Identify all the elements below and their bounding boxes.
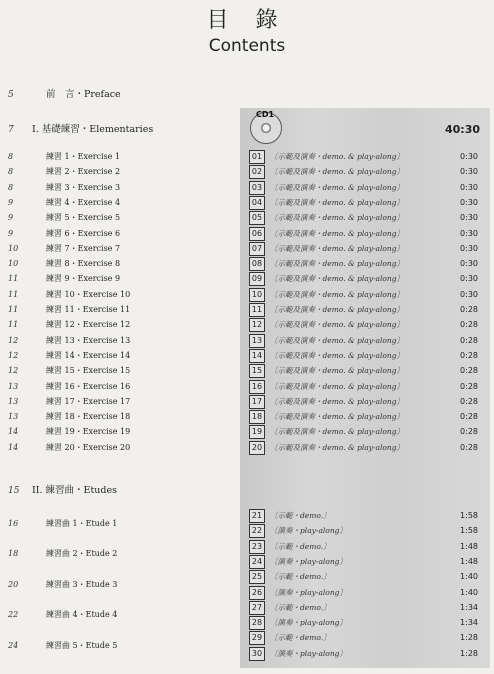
- toc-row-exercise[interactable]: [0, 241, 494, 256]
- track-number[interactable]: 04: [249, 196, 265, 210]
- track-description: 〔示範・demo.〕: [270, 511, 331, 520]
- page-number: 18: [8, 549, 19, 559]
- track-number[interactable]: 28: [249, 616, 265, 630]
- track-number[interactable]: 05: [249, 211, 265, 225]
- toc-row-exercise[interactable]: [0, 409, 494, 424]
- track-duration: 0:28: [460, 305, 478, 314]
- track-duration: 1:58: [460, 526, 478, 536]
- track-number[interactable]: 29: [249, 631, 265, 645]
- page-number: 22: [8, 610, 19, 620]
- track-duration: 0:28: [460, 381, 478, 391]
- toc-row-exercise[interactable]: [0, 180, 494, 195]
- track-description: 〔示範及演奏・demo. & play-along〕: [270, 366, 405, 376]
- etude-label: 練習曲 3・Etude 3: [46, 579, 118, 589]
- track-duration: 0:30: [460, 259, 478, 269]
- track-duration: 1:40: [460, 572, 478, 582]
- section-title: II. 練習曲・Etudes: [32, 485, 117, 496]
- track-description: 〔示範及演奏・demo. & play-along〕: [270, 259, 405, 269]
- etude-label: 練習曲 1・Etude 1: [46, 518, 118, 528]
- track-description: 〔演奏・play-along〕: [270, 526, 347, 536]
- exercise-label: 練習 9・Exercise 9: [46, 274, 121, 284]
- track-description: 〔示範及演奏・demo. & play-along〕: [270, 381, 405, 391]
- track-duration: 0:28: [460, 335, 478, 345]
- track-number[interactable]: 25: [249, 570, 265, 584]
- track-duration: 0:28: [460, 442, 478, 452]
- exercise-label: 練習 18・Exercise 18: [46, 412, 131, 422]
- page-number: 11: [8, 320, 19, 330]
- toc-row-exercise[interactable]: [0, 363, 494, 378]
- track-number[interactable]: 19: [249, 425, 265, 439]
- track-number[interactable]: 20: [249, 441, 265, 455]
- track-duration: 0:28: [460, 412, 478, 422]
- toc-entry-etude[interactable]: [0, 638, 230, 653]
- track-description: 〔演奏・play-along〕: [270, 556, 347, 566]
- track-description: 〔示範及演奏・demo. & play-along〕: [270, 412, 405, 422]
- track-duration: 0:30: [460, 213, 478, 223]
- page-number: 24: [8, 640, 19, 650]
- track-number[interactable]: 10: [249, 288, 265, 302]
- exercise-label: 練習 15・Exercise 15: [46, 366, 131, 376]
- track-duration: 0:28: [460, 320, 478, 330]
- page-number: 8: [8, 152, 14, 161]
- exercise-label: 練習 6・Exercise 6: [46, 228, 121, 238]
- track-number[interactable]: 22: [249, 524, 265, 538]
- exercise-label: 練習 7・Exercise 7: [46, 243, 121, 253]
- toc-row-exercise[interactable]: [0, 317, 494, 332]
- exercise-label: 練習 11・Exercise 11: [46, 305, 131, 314]
- track-description: 〔示範及演奏・demo. & play-along〕: [270, 396, 405, 406]
- page-number: 12: [8, 335, 19, 345]
- track-duration: 0:30: [460, 197, 478, 207]
- toc-entry-preface[interactable]: [0, 86, 494, 104]
- track-duration: 0:30: [460, 243, 478, 253]
- track-description: 〔示範及演奏・demo. & play-along〕: [270, 243, 405, 253]
- track-description: 〔示範及演奏・demo. & play-along〕: [270, 213, 405, 223]
- track-description: 〔示範及演奏・demo. & play-along〕: [270, 305, 405, 314]
- track-number[interactable]: 13: [249, 334, 265, 348]
- track-description: 〔示範・demo.〕: [270, 541, 331, 551]
- page-number: 20: [8, 579, 19, 589]
- track-number[interactable]: 24: [249, 555, 265, 569]
- track-description: 〔示範及演奏・demo. & play-along〕: [270, 289, 405, 299]
- toc-row-exercise[interactable]: [0, 348, 494, 363]
- toc-entry-etude[interactable]: [0, 607, 230, 622]
- toc-row-exercise[interactable]: [0, 333, 494, 348]
- track-description: 〔示範及演奏・demo. & play-along〕: [270, 350, 405, 360]
- track-number[interactable]: 02: [249, 165, 265, 179]
- contents-header: [0, 8, 494, 56]
- track-description: 〔示範及演奏・demo. & play-along〕: [270, 427, 405, 437]
- track-number[interactable]: 07: [249, 242, 265, 256]
- page-number: 7: [8, 125, 14, 135]
- track-description: 〔示範及演奏・demo. & play-along〕: [270, 228, 405, 238]
- track-description: 〔示範・demo.〕: [270, 633, 331, 643]
- toc-row-exercise[interactable]: [0, 440, 494, 455]
- track-description: 〔示範・demo.〕: [270, 602, 331, 612]
- exercise-label: 練習 14・Exercise 14: [46, 350, 131, 360]
- track-description: 〔示範及演奏・demo. & play-along〕: [270, 335, 405, 345]
- toc-row-exercise[interactable]: [0, 195, 494, 210]
- track-duration: 1:58: [460, 511, 478, 520]
- page-number: 11: [8, 274, 19, 284]
- page-number: 13: [8, 396, 19, 406]
- toc-row-exercise[interactable]: [0, 256, 494, 271]
- track-number[interactable]: 26: [249, 586, 265, 600]
- track-number[interactable]: 27: [249, 601, 265, 615]
- track-duration: 1:48: [460, 556, 478, 566]
- track-number[interactable]: 23: [249, 540, 265, 554]
- exercise-label: 練習 16・Exercise 16: [46, 381, 131, 391]
- track-duration: 0:30: [460, 152, 478, 161]
- track-description: 〔示範及演奏・demo. & play-along〕: [270, 442, 405, 452]
- toc-row-exercise[interactable]: [0, 226, 494, 241]
- track-number[interactable]: 11: [249, 303, 265, 317]
- track-duration: 0:30: [460, 228, 478, 238]
- track-number[interactable]: 21: [249, 509, 265, 523]
- track-duration: 0:28: [460, 366, 478, 376]
- toc-entry-etude[interactable]: [0, 516, 230, 531]
- track-number[interactable]: 15: [249, 364, 265, 378]
- track-duration: 0:28: [460, 396, 478, 406]
- track-number[interactable]: 30: [249, 647, 265, 661]
- track-description: 〔示範及演奏・demo. & play-along〕: [270, 320, 405, 330]
- page-number: 9: [8, 228, 14, 238]
- track-duration: 1:34: [460, 618, 478, 628]
- page-number: 14: [8, 427, 19, 437]
- page-number: 14: [8, 442, 19, 452]
- page-number: 5: [8, 90, 14, 100]
- track-number[interactable]: 01: [249, 150, 265, 164]
- exercise-label: 練習 20・Exercise 20: [46, 442, 131, 452]
- track-duration: 0:30: [460, 167, 478, 177]
- track-number[interactable]: 06: [249, 227, 265, 241]
- track-number[interactable]: 03: [249, 181, 265, 195]
- exercise-label: 練習 19・Exercise 19: [46, 427, 131, 437]
- track-number[interactable]: 16: [249, 380, 265, 394]
- section-title: I. 基礎練習・Elementaries: [32, 124, 154, 135]
- page-number: 10: [8, 243, 19, 253]
- page-number: 13: [8, 412, 19, 422]
- toc-section-etudes[interactable]: [0, 482, 494, 500]
- track-description: 〔示範及演奏・demo. & play-along〕: [270, 182, 405, 192]
- page-number: 16: [8, 518, 19, 528]
- exercise-label: 練習 3・Exercise 3: [46, 182, 121, 192]
- page-number: 9: [8, 197, 14, 207]
- toc-row-exercise[interactable]: [0, 271, 494, 286]
- page-number: 11: [8, 289, 19, 299]
- page-number: 12: [8, 350, 19, 360]
- track-duration: 0:30: [460, 289, 478, 299]
- track-number[interactable]: 17: [249, 395, 265, 409]
- etude-label: 練習曲 5・Etude 5: [46, 640, 118, 650]
- track-number[interactable]: 18: [249, 410, 265, 424]
- page-number: 11: [8, 305, 19, 314]
- track-duration: 1:34: [460, 602, 478, 612]
- page-number: 9: [8, 213, 14, 223]
- track-description: 〔示範及演奏・demo. & play-along〕: [270, 274, 405, 284]
- track-description: 〔演奏・play-along〕: [270, 618, 347, 628]
- cd-total-time: 40:30: [444, 123, 480, 136]
- exercise-label: 練習 17・Exercise 17: [46, 396, 131, 406]
- track-number[interactable]: 09: [249, 272, 265, 286]
- track-description: 〔示範・demo.〕: [270, 572, 331, 582]
- track-duration: 0:30: [460, 274, 478, 284]
- toc-entry-etude[interactable]: [0, 546, 230, 561]
- toc-row-exercise[interactable]: [0, 394, 494, 409]
- exercise-label: 練習 13・Exercise 13: [46, 335, 131, 345]
- etude-label: 練習曲 4・Etude 4: [46, 610, 118, 620]
- exercise-label: 練習 8・Exercise 8: [46, 259, 121, 269]
- exercise-label: 練習 1・Exercise 1: [46, 152, 121, 161]
- page-title-english: Contents: [208, 36, 286, 56]
- exercise-label: 練習 4・Exercise 4: [46, 197, 121, 207]
- track-description: 〔演奏・play-along〕: [270, 587, 347, 597]
- cd-label: CD1: [256, 110, 275, 119]
- track-description: 〔示範及演奏・demo. & play-along〕: [270, 197, 405, 207]
- page-number: 8: [8, 167, 14, 177]
- toc-row-exercise[interactable]: [0, 164, 494, 179]
- section-title: 前 言・Preface: [46, 89, 121, 100]
- toc-row-exercise[interactable]: [0, 210, 494, 225]
- track-number[interactable]: 14: [249, 349, 265, 363]
- track-duration: 1:40: [460, 587, 478, 597]
- toc-row-exercise[interactable]: [0, 149, 494, 164]
- track-description: 〔示範及演奏・demo. & play-along〕: [270, 152, 405, 161]
- page-number: 10: [8, 259, 19, 269]
- page-number: 13: [8, 381, 19, 391]
- toc-row-exercise[interactable]: [0, 424, 494, 439]
- toc-row-exercise[interactable]: [0, 379, 494, 394]
- track-duration: 1:28: [460, 633, 478, 643]
- page-number: 8: [8, 182, 14, 192]
- toc-entry-etude[interactable]: [0, 577, 230, 592]
- track-number[interactable]: 08: [249, 257, 265, 271]
- exercise-label: 練習 10・Exercise 10: [46, 289, 131, 299]
- track-duration: 1:48: [460, 541, 478, 551]
- etude-label: 練習曲 2・Etude 2: [46, 549, 118, 559]
- toc-section-elementaries[interactable]: [0, 121, 494, 139]
- track-duration: 1:28: [460, 648, 478, 658]
- exercise-label: 練習 12・Exercise 12: [46, 320, 131, 330]
- toc-row-exercise[interactable]: [0, 287, 494, 302]
- track-description: 〔演奏・play-along〕: [270, 648, 347, 658]
- track-duration: 0:30: [460, 182, 478, 192]
- track-duration: 0:28: [460, 350, 478, 360]
- page-title-chinese: 目 錄: [206, 8, 288, 33]
- exercise-label: 練習 5・Exercise 5: [46, 213, 121, 223]
- page-number: 12: [8, 366, 19, 376]
- track-duration: 0:28: [460, 427, 478, 437]
- toc-row-exercise[interactable]: [0, 302, 494, 317]
- track-description: 〔示範及演奏・demo. & play-along〕: [270, 167, 405, 177]
- track-number[interactable]: 12: [249, 318, 265, 332]
- exercise-label: 練習 2・Exercise 2: [46, 167, 121, 177]
- page-number: 15: [8, 486, 20, 496]
